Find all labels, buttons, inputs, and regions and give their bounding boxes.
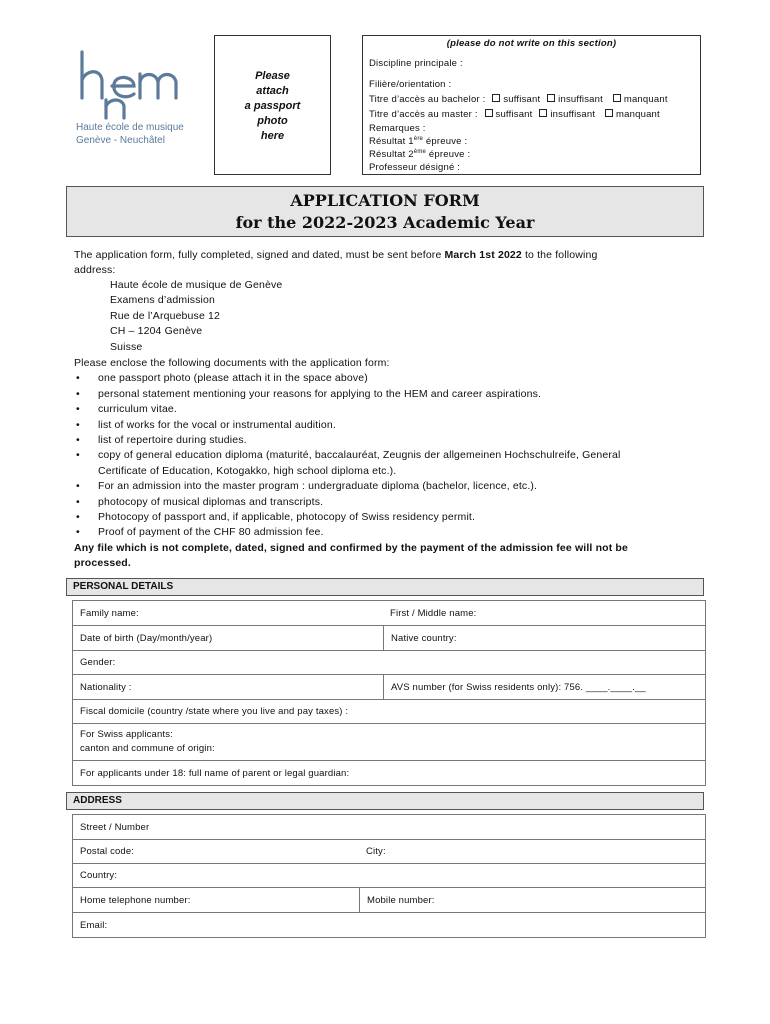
admin-bachelor-row — [369, 94, 668, 105]
title-line-1: APPLICATION FORM — [290, 191, 480, 210]
list-item: • curriculum vitae. — [74, 402, 704, 417]
enclose-intro: Please enclose the following documents with the application form: — [74, 357, 390, 369]
option-label: manquant — [623, 94, 668, 105]
table-row — [73, 651, 705, 675]
city-field[interactable]: City: — [366, 846, 386, 857]
hem-logo-mark — [76, 50, 188, 120]
warning-line: Any file which is not complete, dated, signed and confirmed by the payment of the admission fee will not be — [74, 541, 628, 554]
title-line-2: for the 2022-2023 Academic Year — [235, 213, 535, 232]
passport-photo-box[interactable] — [214, 35, 331, 175]
table-row — [73, 724, 705, 761]
photo-instructions — [215, 69, 330, 144]
list-item: • photocopy of musical diplomas and transcripts. — [74, 495, 704, 510]
table-row — [73, 864, 705, 888]
list-item: • list of repertoire during studies. — [74, 433, 704, 448]
list-item: • personal statement mentioning your reasons for applying to the HEM and career aspirations. — [74, 387, 704, 402]
field-label: For Swiss applicants: — [80, 729, 173, 740]
table-row — [73, 626, 705, 651]
option-label: suffisant — [503, 94, 541, 105]
intro-text: The application form, fully completed, signed and dated, must be sent before — [74, 249, 445, 261]
list-item: • one passport photo (please attach it in the space above) — [74, 371, 704, 386]
warning-line: processed. — [74, 557, 131, 570]
date-of-birth-field[interactable]: Date of birth (Day/month/year) — [80, 632, 213, 644]
gender-field[interactable]: Gender: — [80, 657, 116, 668]
address-line: Suisse — [110, 340, 143, 353]
deadline: March 1st 2022 — [444, 249, 522, 261]
checkbox[interactable] — [485, 109, 493, 117]
table-row — [73, 815, 705, 840]
photo-text-line: attach — [256, 85, 289, 97]
admin-master-row — [369, 109, 660, 120]
admin-filiere: Filière/orientation : — [369, 79, 452, 90]
admin-result-1 — [369, 136, 467, 147]
table-row — [73, 761, 705, 785]
guardian-name-field[interactable]: For applicants under 18: full name of parent or legal guardian: — [80, 767, 350, 779]
table-row — [73, 675, 705, 700]
form-title — [66, 186, 704, 237]
swiss-origin-field[interactable] — [73, 724, 705, 760]
admin-result-2 — [369, 149, 470, 160]
checkbox[interactable] — [539, 109, 547, 117]
checkbox[interactable] — [547, 94, 555, 102]
logo-line-1: Haute école de musique — [76, 122, 184, 133]
personal-details-table — [72, 600, 706, 786]
personal-details-heading: PERSONAL DETAILS — [66, 578, 704, 596]
option-label: insuffisant — [558, 94, 603, 105]
intro-paragraph — [74, 248, 704, 279]
warning-note — [74, 541, 704, 572]
list-item: • list of works for the vocal or instrumental audition. — [74, 418, 704, 433]
list-item-continuation: Certificate of Education, Kotogakko, high school diploma etc.). — [98, 464, 397, 477]
table-row — [73, 888, 705, 913]
bachelor-label: Titre d’accès au bachelor : — [369, 94, 486, 105]
checkbox[interactable] — [613, 94, 621, 102]
option-label: insuffisant — [550, 109, 596, 120]
address-line: CH – 1204 Genève — [110, 325, 203, 338]
option-label: manquant — [616, 109, 660, 120]
ordinal-suffix: ère — [413, 136, 424, 142]
street-field[interactable]: Street / Number — [80, 821, 150, 833]
list-item: • copy of general education diploma (maturité, baccalauréat, Zeugnis der allgemeinen Hochschulreife, General — [74, 448, 704, 463]
mobile-field[interactable]: Mobile number: — [359, 888, 705, 912]
table-row — [73, 913, 705, 937]
intro-text: to the following — [521, 249, 598, 261]
table-row — [73, 840, 705, 864]
list-item: • For an admission into the master program : undergraduate diploma (bachelor, licence, etc.). — [74, 479, 704, 494]
logo-school-name — [76, 121, 184, 147]
table-row — [73, 700, 705, 724]
documents-section — [74, 356, 704, 572]
address-line: Examens d’admission — [110, 294, 215, 307]
address-heading: ADDRESS — [66, 792, 704, 810]
logo-line-2: Genève - Neuchâtel — [76, 135, 165, 146]
checkbox[interactable] — [492, 94, 500, 102]
mailing-address — [110, 278, 282, 355]
field-label: canton and commune of origin: — [80, 743, 215, 754]
native-country-field[interactable]: Native country: — [383, 626, 705, 650]
address-line: Rue de l’Arquebuse 12 — [110, 309, 220, 322]
result-text: Résultat 2 — [369, 149, 414, 161]
master-label: Titre d’accès au master : — [369, 109, 478, 120]
email-field[interactable]: Email: — [80, 919, 108, 931]
list-item: • Proof of payment of the CHF 80 admission fee. — [74, 525, 704, 540]
country-field[interactable]: Country: — [80, 870, 118, 881]
admin-discipline: Discipline principale : — [369, 58, 463, 69]
address-line: Haute école de musique de Genève — [110, 279, 283, 291]
photo-text-line: here — [260, 130, 285, 142]
documents-list — [74, 371, 704, 540]
table-row — [73, 601, 705, 626]
postal-code-field[interactable]: Postal code: — [80, 846, 135, 857]
option-label: suffisant — [495, 109, 533, 120]
admin-section-title: (please do not write on this section) — [446, 38, 617, 49]
intro-line-2: address: — [74, 264, 116, 277]
address-table — [72, 814, 706, 938]
list-item: • Photocopy of passport and, if applicable, photocopy of Swiss residency permit. — [74, 510, 704, 525]
hem-logo — [76, 50, 188, 120]
intro-line — [74, 248, 704, 263]
photo-text-line: a passport — [244, 100, 301, 112]
photo-text-line: photo — [257, 115, 288, 127]
avs-number-field[interactable]: AVS number (for Swiss residents only): 756. ____.____.__ — [383, 675, 705, 699]
result-text: épreuve : — [426, 149, 471, 161]
family-name-field[interactable]: Family name: — [80, 607, 139, 619]
photo-text-line: Please — [255, 70, 290, 82]
result-text: Résultat 1 — [369, 136, 414, 148]
admin-professeur: Professeur désigné : — [369, 162, 461, 173]
fiscal-domicile-field[interactable]: Fiscal domicile (country /state where you live and pay taxes) : — [80, 706, 349, 717]
first-name-field[interactable]: First / Middle name: — [390, 607, 477, 619]
admin-remarques: Remarques : — [369, 123, 426, 134]
checkbox[interactable] — [605, 109, 613, 117]
nationality-field[interactable]: Nationality : — [80, 681, 132, 693]
admin-only-section — [362, 35, 701, 175]
result-text: épreuve : — [423, 136, 468, 148]
home-phone-field[interactable]: Home telephone number: — [80, 894, 191, 906]
ordinal-suffix: ème — [413, 149, 427, 155]
